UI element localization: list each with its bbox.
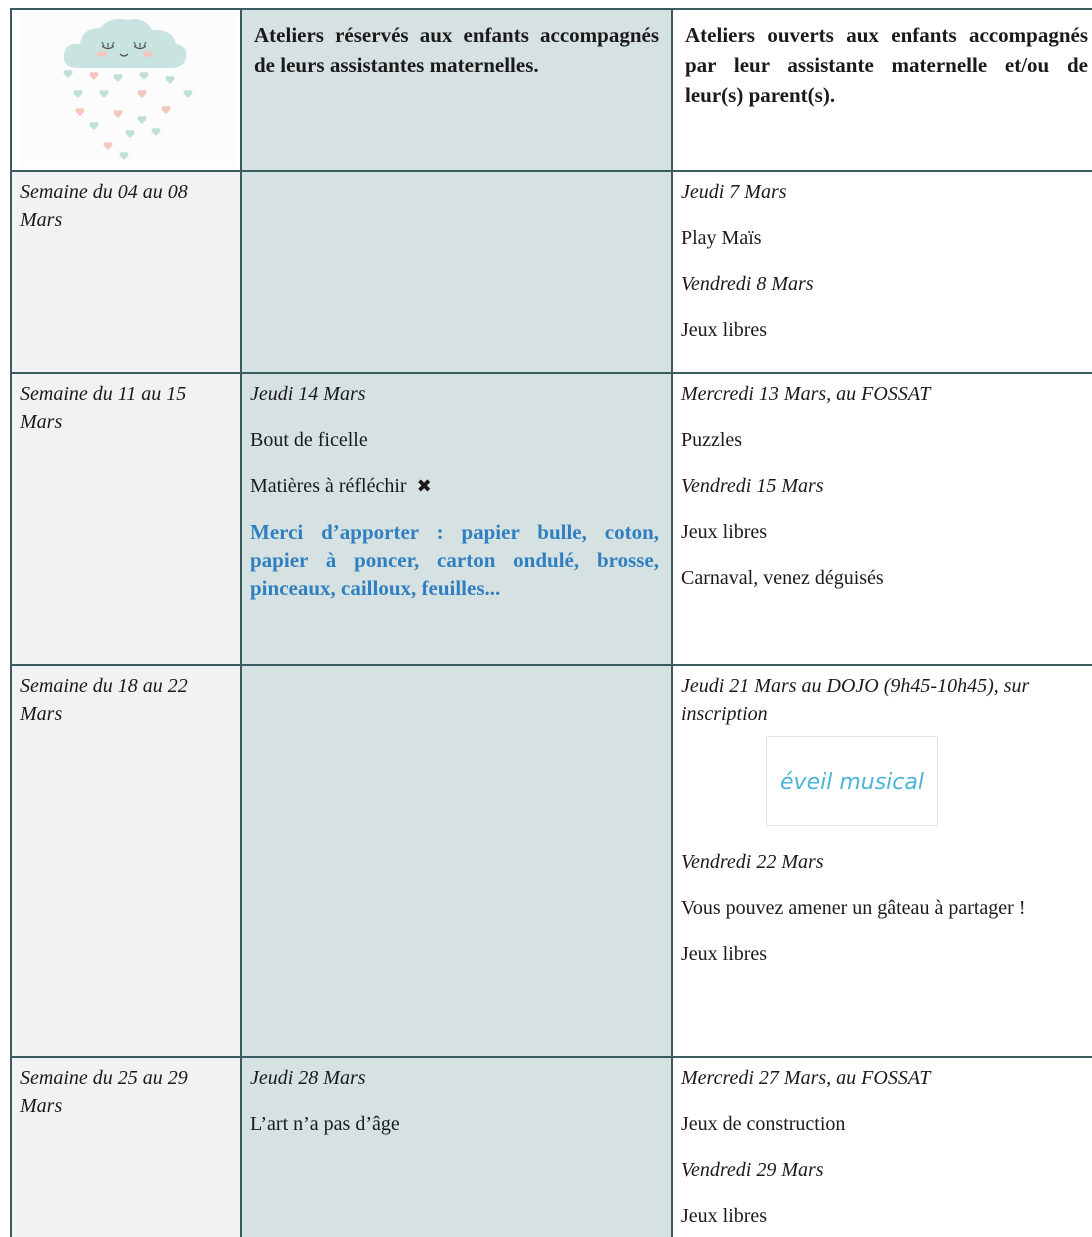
entry-date: Vendredi 8 Mars <box>681 273 814 295</box>
logo-cell <box>11 9 241 171</box>
week-row <box>11 665 1092 1057</box>
week-cell <box>11 171 241 373</box>
header-open <box>672 9 1092 171</box>
eveil-musical-icon <box>767 737 937 825</box>
open-cell <box>672 665 1092 1057</box>
week-label: Semaine du 11 au 15 Mars <box>20 383 187 433</box>
week-cell <box>11 665 241 1057</box>
week-cell <box>11 1057 241 1237</box>
entry-date: Jeudi 14 Mars <box>250 383 366 405</box>
schedule-table <box>10 8 1092 1237</box>
entry-text: Jeux libres <box>681 943 768 965</box>
cross-mark-icon: ✖ <box>416 476 432 496</box>
open-cell <box>672 1057 1092 1237</box>
entry-date: Vendredi 29 Mars <box>681 1159 824 1181</box>
entry-text: Matières à réfléchir <box>250 475 407 497</box>
entry-text: Jeux libres <box>681 521 768 543</box>
reserved-cell <box>241 665 672 1057</box>
week-label: Semaine du 04 au 08 Mars <box>20 181 188 231</box>
entry-date: Mercredi 27 Mars, au FOSSAT <box>681 1067 931 1089</box>
header-open-title: Ateliers ouverts aux enfants accompagnés par leur assistante maternelle et/ou de leur(s) parent(s). <box>685 23 1088 107</box>
entry-text: L’art n’a pas d’âge <box>250 1113 400 1135</box>
entry-text: Carnaval, venez déguisés <box>681 567 884 589</box>
reserved-cell <box>241 373 672 665</box>
entry-date: Jeudi 28 Mars <box>250 1067 366 1089</box>
open-cell <box>672 373 1092 665</box>
entry-text: Puzzles <box>681 429 743 451</box>
eveil-musical-text: éveil musical <box>780 770 924 795</box>
entry-date: Vendredi 15 Mars <box>681 475 824 497</box>
week-row <box>11 171 1092 373</box>
week-row <box>11 1057 1092 1237</box>
week-cell <box>11 373 241 665</box>
entry-text: Bout de ficelle <box>250 429 368 451</box>
entry-date: Vendredi 22 Mars <box>681 851 824 873</box>
entry-text: Play Maïs <box>681 227 762 249</box>
header-reserved <box>241 9 672 171</box>
reserved-cell <box>241 171 672 373</box>
entry-text: Vous pouvez amener un gâteau à partager ! <box>681 897 1026 919</box>
entry-text: Jeux de construction <box>681 1113 846 1135</box>
header-reserved-title: Ateliers réservés aux enfants accompagnés de leurs assistantes maternelles. <box>254 23 659 77</box>
open-cell <box>672 171 1092 373</box>
eveil-musical-logo <box>766 736 938 826</box>
cloud-hearts-illustration <box>18 10 238 167</box>
cloud-icon <box>60 16 190 72</box>
reserved-cell <box>241 1057 672 1237</box>
entry-text: Jeux libres <box>681 1205 768 1227</box>
header-row <box>11 9 1092 171</box>
week-label: Semaine du 25 au 29 Mars <box>20 1067 188 1117</box>
entry-line <box>250 472 659 500</box>
materials-note: Merci d’apporter : papier bulle, coton, papier à poncer, carton ondulé, brosse, pinceaux, cailloux, feuilles... <box>250 520 659 600</box>
entry-date: Jeudi 7 Mars <box>681 181 787 203</box>
entry-date: Mercredi 13 Mars, au FOSSAT <box>681 383 931 405</box>
entry-date: Jeudi 21 Mars au DOJO (9h45-10h45), sur inscription <box>681 675 1030 725</box>
week-label: Semaine du 18 au 22 Mars <box>20 675 188 725</box>
entry-text: Jeux libres <box>681 319 768 341</box>
week-row <box>11 373 1092 665</box>
hearts-icon <box>58 68 198 163</box>
